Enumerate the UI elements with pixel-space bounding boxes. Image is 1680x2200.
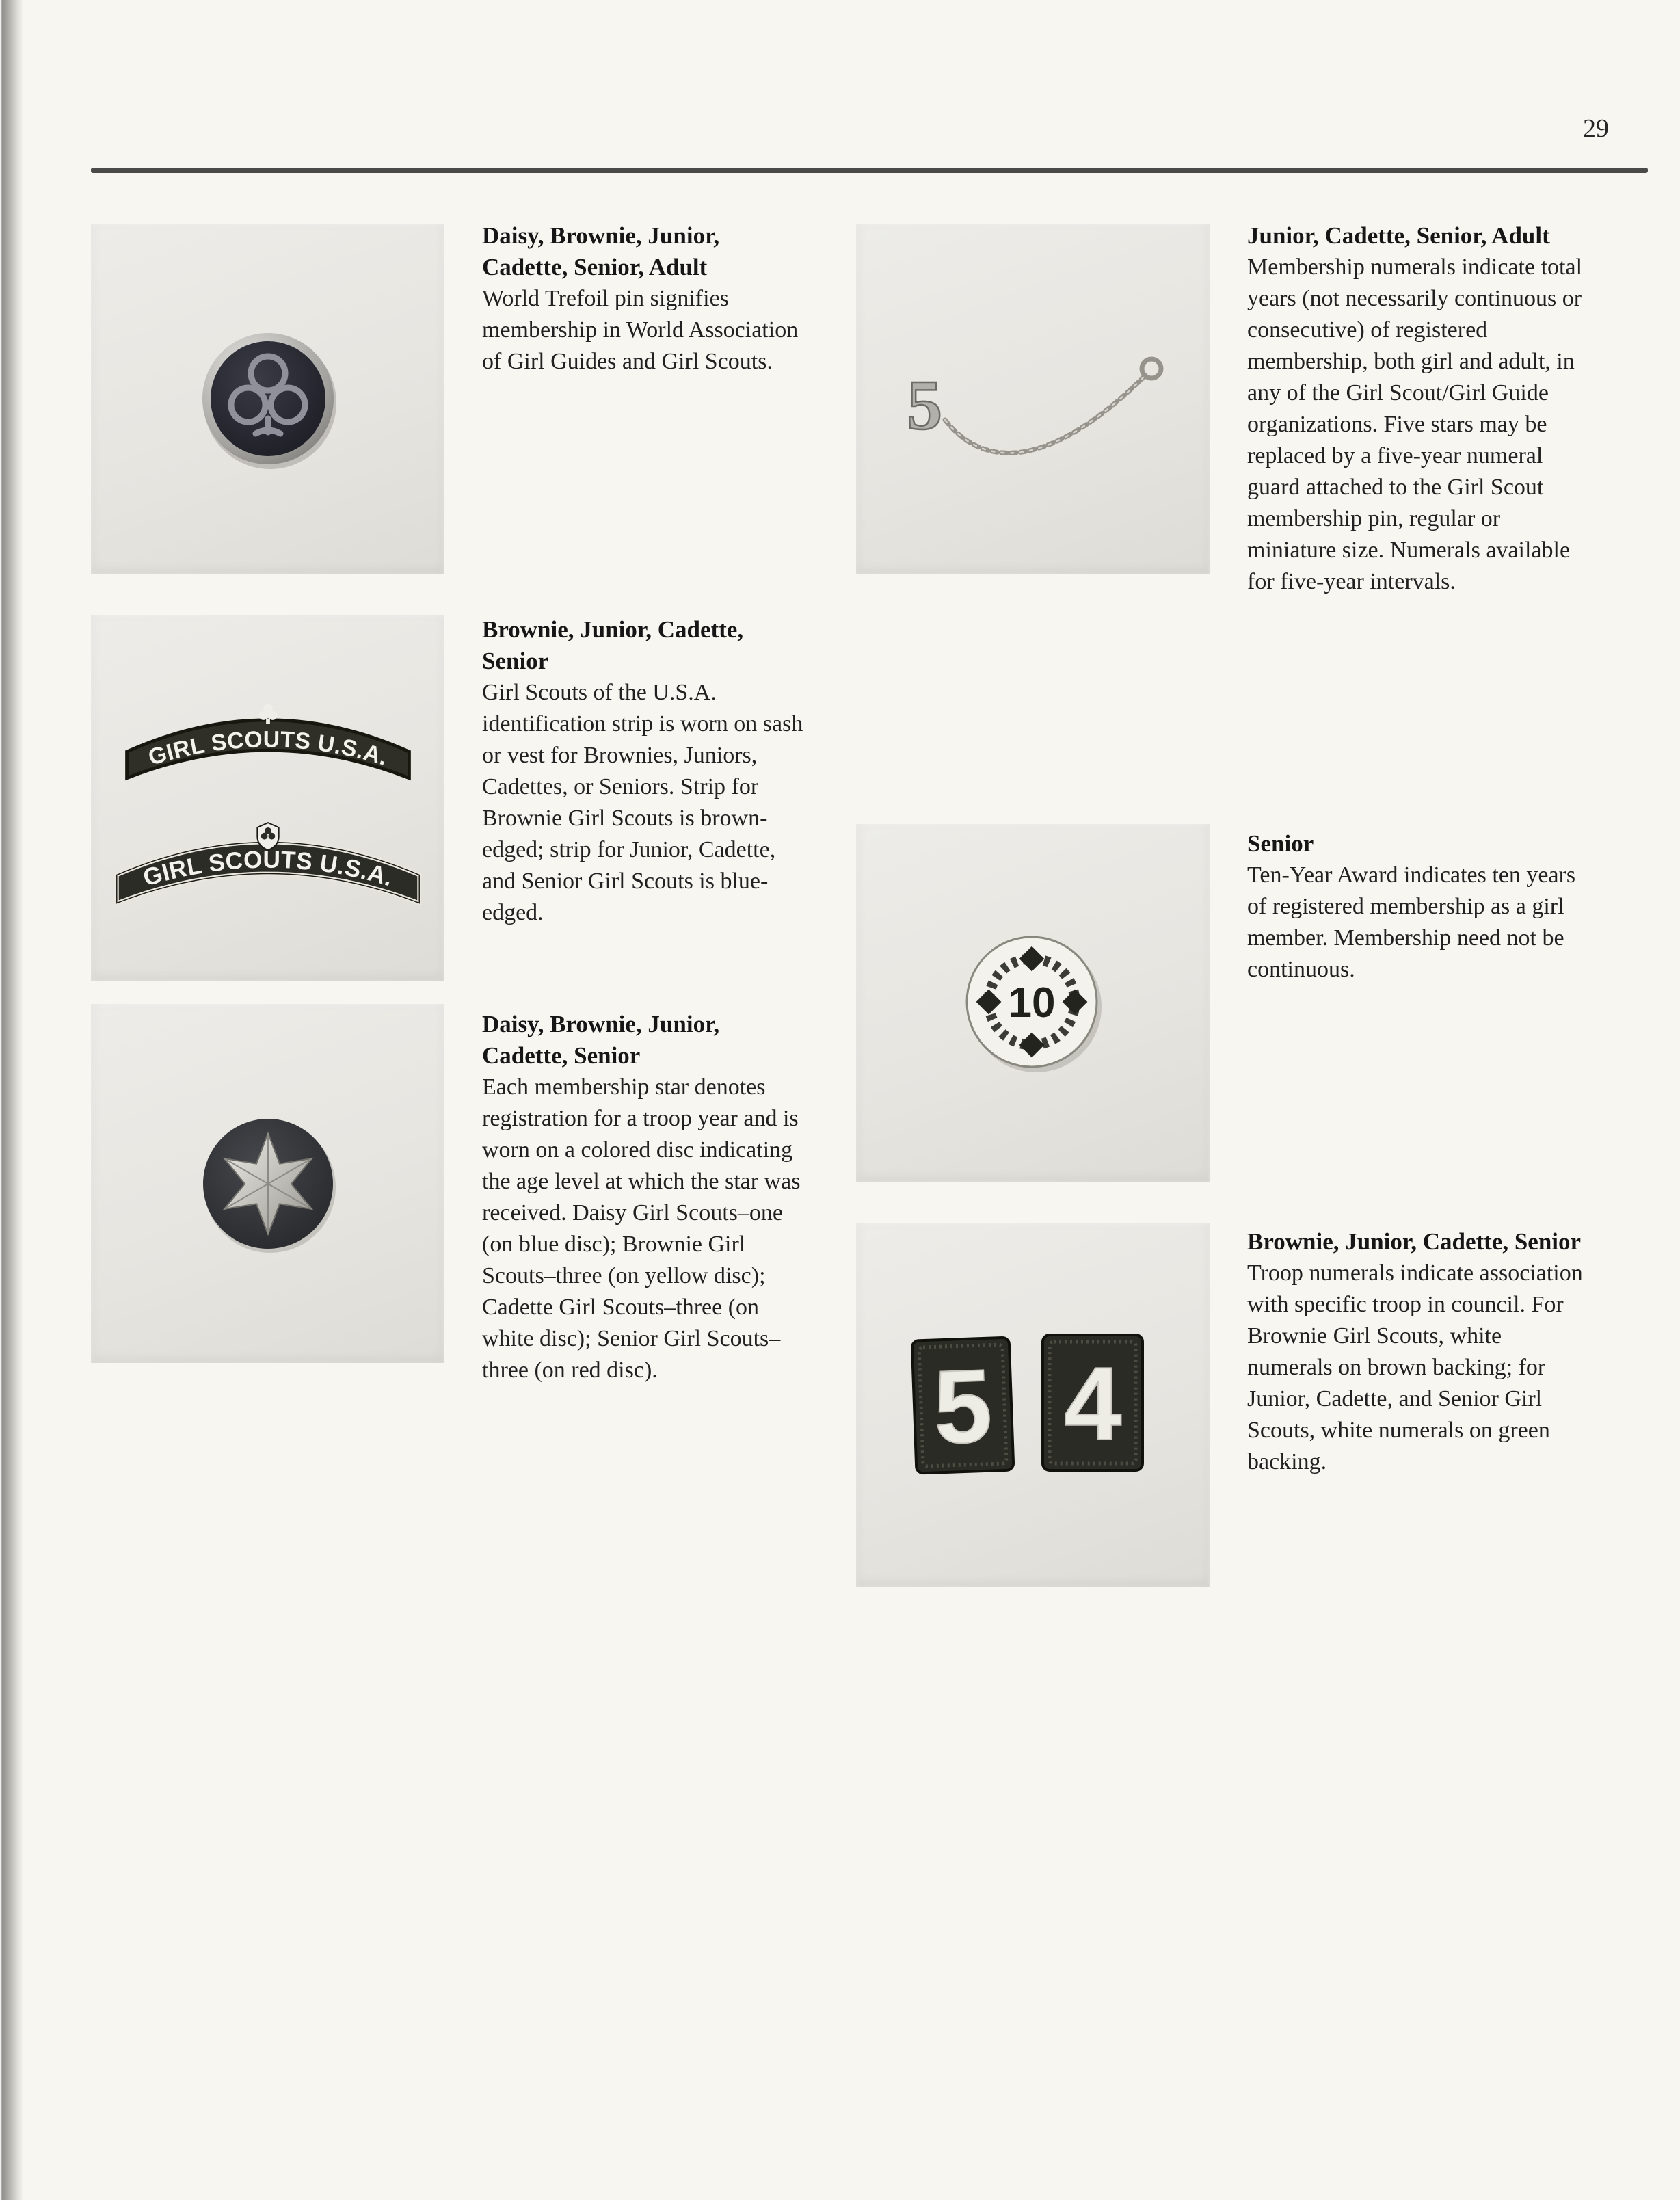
entry-troop-numerals <box>1247 1226 1589 1478</box>
entry-membership-numerals <box>1247 220 1589 598</box>
entry-id-strip <box>482 614 805 929</box>
photo-troop-numerals <box>856 1223 1210 1587</box>
entry-heading: Senior <box>1247 830 1314 857</box>
ten-year-award-icon <box>961 931 1106 1076</box>
entry-world-trefoil <box>482 220 805 377</box>
entry-heading: Brownie, Junior, Cadette, Senior <box>1247 1228 1582 1255</box>
entry-body: Troop numerals indicate association with specific troop in council. For Brownie Girl Scouts, white numerals on brown backing; for Junior, Cadette, and Senior Girl Scouts, white numerals on green backing. <box>1247 1260 1583 1474</box>
photo-membership-star <box>91 1004 444 1363</box>
id-strip-junior <box>110 804 426 912</box>
troop-number-right: 4 <box>1063 1345 1121 1462</box>
scan-edge-shadow <box>0 0 23 2200</box>
page-number: 29 <box>1583 114 1609 143</box>
entry-heading: Daisy, Brownie, Junior, Cadette, Senior, Adult <box>482 222 720 280</box>
entry-heading: Daisy, Brownie, Junior, Cadette, Senior <box>482 1011 720 1069</box>
troop-number-left: 5 <box>931 1347 994 1466</box>
header-rule <box>91 168 1648 173</box>
photo-world-trefoil-pin <box>91 224 444 574</box>
guard-number: 5 <box>907 366 942 445</box>
world-trefoil-pin-icon <box>198 328 338 469</box>
entry-body: Girl Scouts of the U.S.A. identification strip is worn on sash or vest for Brownies, Juniors, Cadettes, or Seniors. Strip for Brownie Girl Scouts is brown-edged; strip for Junior, Cadette, and Senior Girl Scouts is blue-edged. <box>482 680 803 925</box>
entry-body: Membership numerals indicate total years (not necessarily continuous or consecutive) of registered membership, both girl and adult, in any of the Girl Scout/Girl Guide organizations. Five stars may be replaced by a five-year numeral guard attached to the Girl Scout membership pin, regular or miniature size. Numerals available for five-year intervals. <box>1247 254 1583 594</box>
strip-text: GIRL SCOUTS U.S.A. <box>139 846 396 892</box>
troop-numeral-patch-4 <box>1043 1335 1143 1470</box>
strip-text: GIRL SCOUTS U.S.A. <box>145 726 391 771</box>
photo-numeral-guard <box>856 224 1210 574</box>
ten-year-number: 10 <box>1008 979 1055 1026</box>
entry-heading: Brownie, Junior, Cadette, Senior <box>482 616 744 674</box>
trefoil-shield-emblem <box>257 823 278 850</box>
id-strip-brownie <box>119 684 417 786</box>
photo-ten-year-award <box>856 824 1210 1182</box>
entry-body: Each membership star denotes registration for a troop year and is worn on a colored disc indicating the age level at which the star was received. Daisy Girl Scouts–one (on blue disc); Brownie Girl Scouts–three (on yellow disc); Cadette Girl Scouts–three (on white disc); Senior Girl Scouts–three (on red disc). <box>482 1074 801 1383</box>
membership-star-icon <box>196 1111 341 1256</box>
guard-ring <box>1142 359 1161 378</box>
numeral-guard-icon <box>856 224 1210 574</box>
photo-id-strips <box>91 615 444 981</box>
guard-chain <box>945 375 1146 453</box>
entry-body: World Trefoil pin signifies membership in World Association of Girl Guides and Girl Scouts. <box>482 286 799 374</box>
entry-ten-year-award <box>1247 828 1589 985</box>
troop-numerals-icon <box>890 1306 1177 1505</box>
entry-body: Ten-Year Award indicates ten years of registered membership as a girl member. Membership need not be continuous. <box>1247 862 1576 982</box>
entry-membership-star <box>482 1009 805 1386</box>
entry-heading: Junior, Cadette, Senior, Adult <box>1247 222 1550 249</box>
troop-numeral-patch-5 <box>911 1337 1013 1473</box>
